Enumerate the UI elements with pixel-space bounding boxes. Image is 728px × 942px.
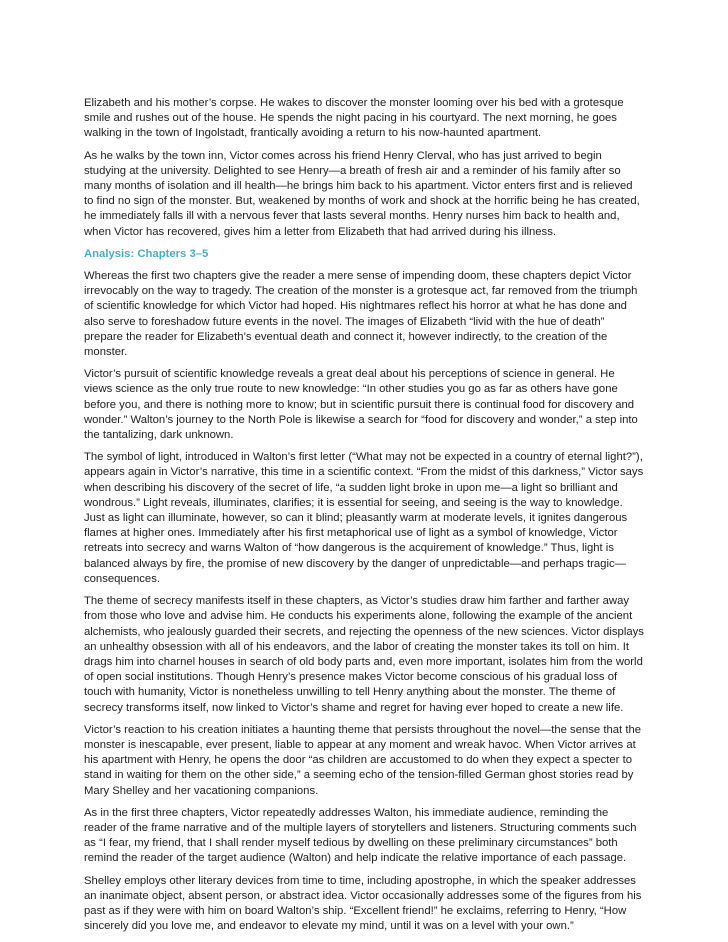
section-heading-analysis: Analysis: Chapters 3–5 <box>84 247 209 260</box>
paragraph-monster-waking: Elizabeth and his mother’s corpse. He wakes to discover the monster looming over his bed with a grotesque smile and rushes out of the house. He spends the night pacing in his courtyard. The next morning, he goes walking in the town of Ingolstadt, frantically avoiding a return to his now-haunted apartment. <box>84 97 624 140</box>
paragraph-theme-of-secrecy: The theme of secrecy manifests itself in these chapters, as Victor’s studies draw him farther and farther away from those who love and advise him. He conducts his experiments alone, following the example of the ancient alchemists, who jealously guarded their secrets, and rejecting the openness of the new sciences. Victor displays an unhealthy obsession with all of his endeavors, and the labor of creating the monster takes its toll on him. It drags him into charnel houses in search of old body parts and, even more important, isolates him from the world of open social institutions. Though Henry’s presence makes Victor become conscious of his gradual loss of touch with humanity, Victor is nonetheless unwilling to tell Henry anything about the monster. The theme of secrecy transforms itself, now linked to Victor’s shame and regret for having ever hoped to create a new life. <box>84 595 644 714</box>
paragraph-apostrophe: Shelley employs other literary devices from time to time, including apostrophe, in which the speaker addresses an inanimate object, absent person, or abstract idea. Victor occasionally addresses some of the figures from his past as if they were with him on board Walton’s ship. “Excellent friend!” he exclaims, referring to Henry, “How sincerely did you love me, and endeavor to elevate my mind, until it was on a level with your own.” <box>84 874 642 933</box>
paragraph-symbol-of-light: The symbol of light, introduced in Walton’s first letter (“What may not be expected in a country of eternal light?”), appears again in Victor’s narrative, this time in a scientific context. “From the midst of this darkness,” Victor says when describing his discovery of the secret of life, “a sudden light broke in upon me—a light so brilliant and wondrous.” Light reveals, illuminates, clarifies; it is essential for seeing, and seeing is the way to knowledge. Just as light can illuminate, however, so can it blind; pleasantly warm at moderate levels, it ignites dangerous flames at higher ones. Immediately after his first metaphorical use of light as a symbol of knowledge, Victor retreats into secrecy and warns Walton of “how dangerous is the acquirement of knowledge.” Thus, light is balanced always by fire, the promise of new discovery by the danger of unpredictable—and perhaps tragic—consequences. <box>84 451 644 585</box>
paragraph-haunting-theme: Victor’s reaction to his creation initiates a haunting theme that persists throughout the novel—the sense that the monster is inescapable, ever present, liable to appear at any moment and wreak havoc. When Victor arrives at his apartment with Henry, he opens the door “as children are accustomed to do when they expect a specter to stand in waiting for them on the other side,” a seeming echo of the tension-filled German ghost stories read by Mary Shelley and her vacationing companions. <box>84 723 642 797</box>
document-page <box>84 96 644 941</box>
paragraph-impending-doom: Whereas the first two chapters give the reader a mere sense of impending doom, these chapters depict Victor irrevocably on the way to tragedy. The creation of the monster is a grotesque act, far removed from the triumph of scientific knowledge for which Victor had hoped. His nightmares reflect his horror at what he has done and also serve to foreshadow future events in the novel. The images of Elizabeth “livid with the hue of death” prepare the reader for Elizabeth’s eventual death and connect it, however indirectly, to the creation of the monster. <box>84 270 638 359</box>
paragraph-scientific-knowledge: Victor’s pursuit of scientific knowledge reveals a great deal about his perceptions of science in general. He views science as the only true route to new knowledge: “In other studies you go as far as others have gone before you, and there is nothing more to know; but in scientific pursuit there is continual food for discovery and wonder.” Walton’s journey to the North Pole is likewise a search for “food for discovery and wonder,” a step into the tantalizing, dark unknown. <box>84 368 638 442</box>
paragraph-frame-narrative: As in the first three chapters, Victor repeatedly addresses Walton, his immediate audience, reminding the reader of the frame narrative and of the multiple layers of storytellers and listeners. Structuring comments such as “I fear, my friend, that I shall render myself tedious by dwelling on these preliminary circumstances” both remind the reader of the target audience (Walton) and help indicate the relative importance of each passage. <box>84 806 637 865</box>
paragraph-henry-clerval: As he walks by the town inn, Victor comes across his friend Henry Clerval, who has just arrived to begin studying at the university. Delighted to see Henry—a breath of fresh air and a reminder of his family after so many months of isolation and ill health—he brings him back to his apartment. Victor enters first and is relieved to find no sign of the monster. But, weakened by months of work and shock at the horrific being he has created, he immediately falls ill with a nervous fever that lasts several months. Henry nurses him back to health and, when Victor has recovered, gives him a letter from Elizabeth that had arrived during his illness. <box>84 149 640 238</box>
